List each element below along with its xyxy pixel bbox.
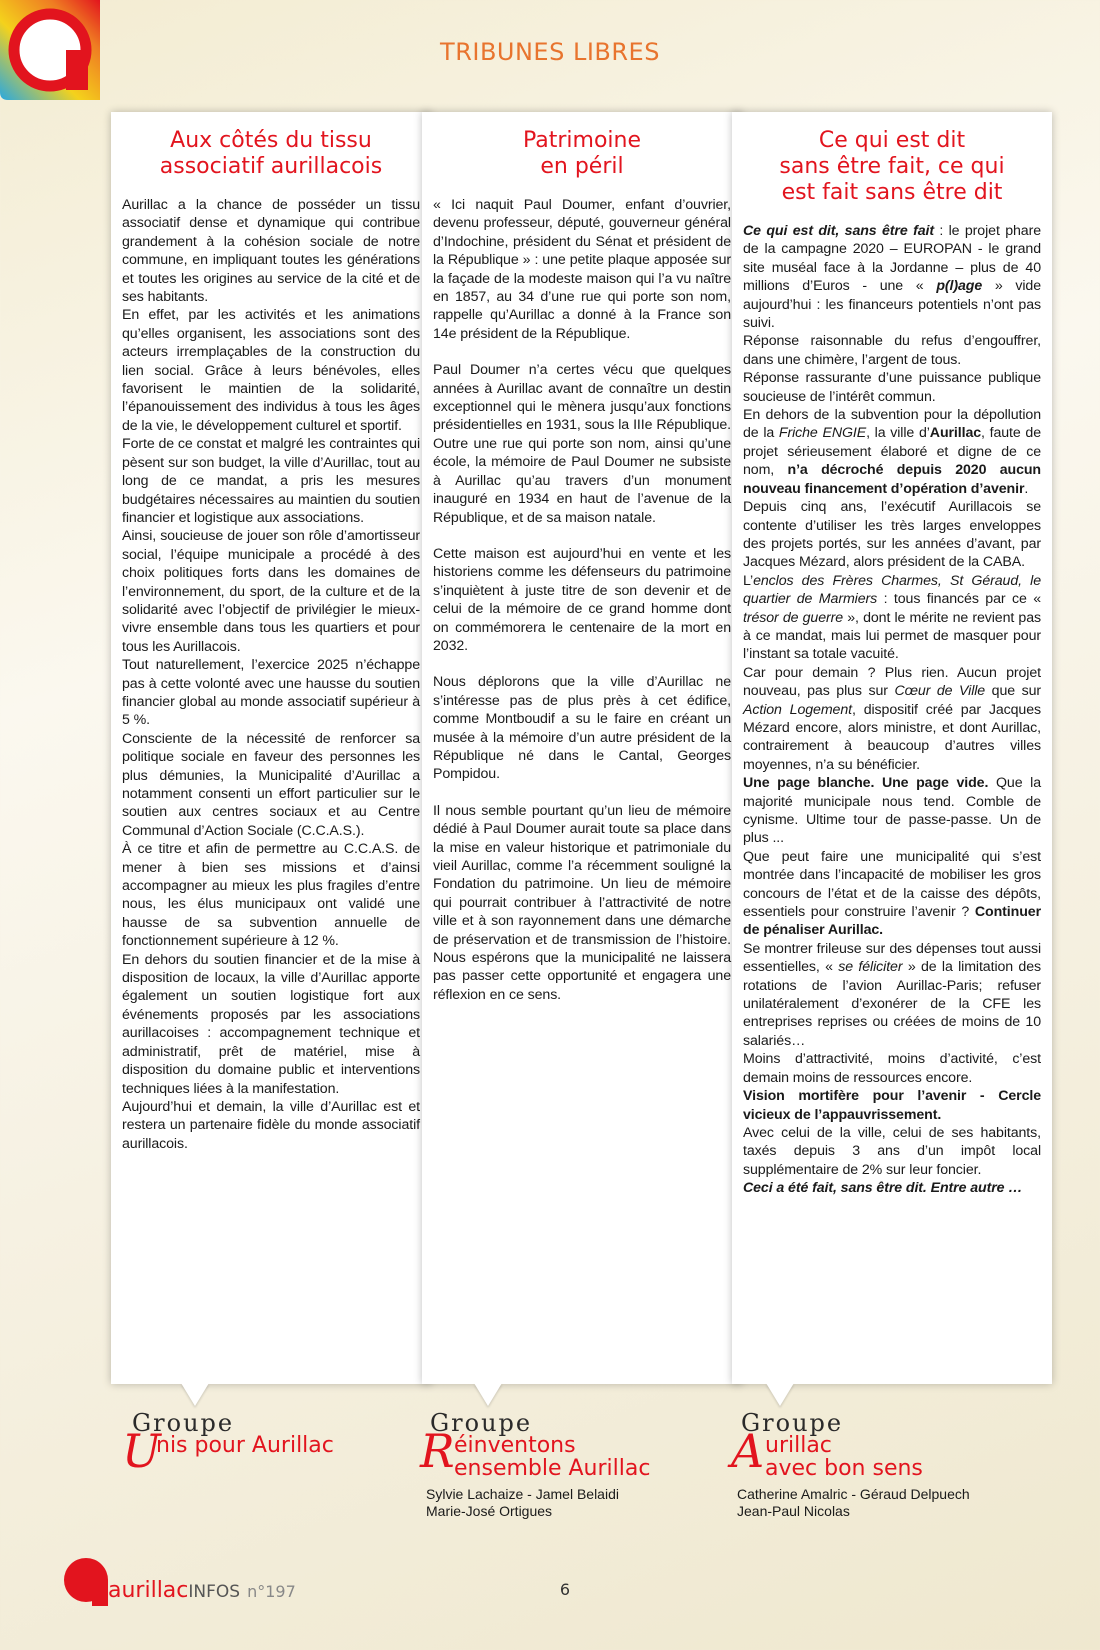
column-title: Ce qui est dit sans être fait, ce qui est fait sans être dit	[779, 128, 1005, 205]
group-name: A urillac avec bon sens	[731, 1424, 923, 1481]
paragraph: À ce titre et afin de permettre au C.C.A.S. de mener à bien ses missions et d’ainsi accompagner au mieux les plus fragiles d’entre nous, les élus municipaux ont validé une hausse de sa subvention annuelle de fonctionnement supérieure à 12 %.	[122, 841, 420, 950]
column-title: Aux côtés du tissu associatif aurillacois	[159, 128, 383, 179]
paragraph: Une page blanche. Une page vide. Que la majorité municipale nous tend. Comble de cynisme. Ultime tour de passe-passe. Un de plus ...	[743, 775, 1041, 847]
paragraph: Se montrer frileuse sur des dépenses tout aussi essentielles, « se féliciter » de la limitation des rotations de l’avion Aurillac-Paris; refuser unilatéralement d’exonérer de la CFE les entreprises reprises ou créées de moins de 10 salariés…	[743, 940, 1042, 1049]
paragraph: Consciente de la nécessité de renforcer sa politique sociale en faveur des personnes les plus démunies, la Municipalité d’Aurillac a notamment consenti un effort particulier sur le soutien aux centres sociaux et au Centre Communal d’Action Sociale (C.C.A.S.).	[122, 730, 420, 839]
page-header: TRIBUNES LIBRES	[440, 38, 660, 66]
group-name: U nis pour Aurillac	[122, 1424, 334, 1478]
group-name: R éinventons ensemble Aurillac	[420, 1424, 651, 1481]
paragraph: Forte de ce constat et malgré les contraintes qui pèsent sur son budget, la ville d’Aurillac, tout au long de ce mandat, a pris les mesures budgétaires nécessaires au maintien du soutien financier et logistique aux associations.	[122, 436, 420, 526]
paragraph: Moins d’attractivité, moins d’activité, c’est demain moins de ressources encore.	[743, 1051, 1041, 1086]
magazine-title: aurillacINFOS n°197	[108, 1578, 296, 1603]
paragraph: Cette maison est aujourd’hui en vente et les historiens comme les défenseurs du patrimoine s’inquiètent à juste titre de son devenir et de celui de la mémoire de ce grand homme dont on commémorera le centenaire de la mort en 2032.	[433, 545, 731, 654]
group-members: Catherine Amalric - Géraud Delpuech Jean-Paul Nicolas	[737, 1486, 970, 1519]
paragraph: Paul Doumer n’a certes vécu que quelques années à Aurillac avant de connaître un destin exceptionnel qui le mènera jusqu’aux fonctions présidentielles en 1931, sous la IIIe République. Outre une rue qui porte son nom, ainsi qu’une école, la mémoire de Paul Doumer ne subsiste à Aurillac qu’au travers d’un monument inauguré en 1934 en haut de l’avenue de la République, et de sa maison natale.	[433, 362, 731, 526]
group-signature-3	[731, 1409, 1037, 1520]
group-label: Groupe	[430, 1409, 533, 1437]
paragraph: Car pour demain ? Plus rien. Aucun projet nouveau, pas plus sur Cœur de Ville que sur Action Logement, dispositif créé par Jacques Mézard encore, alors ministre, et dont Aurillac, contrairement à beaucoup d’autres villes moyennes, n’a su bénéficier.	[743, 664, 1042, 773]
paragraph: En dehors du soutien financier et de la mise à disposition de locaux, la ville d’Aurillac apporte également un soutien logistique fort aux événements proposés par les associations aurillacoises : accompagnement technique et administratif, prêt de matériel, mise à disposition du domaine public et interventions techniques liées à la manifestation.	[122, 951, 420, 1097]
column-body	[433, 196, 731, 1004]
paragraph: « Ici naquit Paul Doumer, enfant d’ouvrier, devenu professeur, député, gouverneur général d’Indochine, président du Sénat et président de la République » : une petite plaque apposée sur la façade de la modeste maison qui l’a vu naître en 1857, au 34 d’une rue qui porte son nom, rappelle qu’Aurillac a donné à la France son 14e président de la République.	[433, 197, 731, 342]
paragraph: Nous déplorons que la ville d’Aurillac ne s’intéresse pas de plus près à cet édifice, comme Montboudif a su le faire en créant un musée à la mémoire d’un autre président de la République né dans le Cantal, Georges Pompidou.	[433, 674, 731, 783]
paragraph: Que peut faire une municipalité qui s’est montrée dans l’incapacité de mobiliser les gros concours de l’état et de la caisse des dépôts, essentiels pour construire l’avenir ? Continuer de pénaliser Aurillac.	[743, 848, 1041, 939]
speech-tail	[181, 1383, 209, 1406]
group-signature-1	[122, 1409, 428, 1478]
paragraph: Réponse raisonnable du refus d’engouffrer, dans une chimère, l’argent de tous.	[743, 333, 1041, 368]
speech-tail	[474, 1383, 502, 1406]
paragraph: Ceci a été fait, sans être dit. Entre autre …	[743, 1180, 1023, 1197]
tribune-column-2	[422, 112, 742, 1384]
paragraph: En effet, par les activités et les animations qu’elles organisent, les associations sont des acteurs irremplaçables de la construction du lien social. Grâce à leurs bénévoles, elles favorisent le maintien de la solidarité, l’épanouissement des individus à tous les âges de la vie, le développement culturel et sportif.	[122, 307, 420, 434]
tribune-column-3	[732, 112, 1052, 1384]
group-label: Groupe	[132, 1409, 235, 1437]
group-signature-2	[420, 1409, 726, 1520]
paragraph: Vision mortifère pour l’avenir - Cercle vicieux de l’appauvrissement.	[743, 1088, 1041, 1123]
paragraph: Avec celui de la ville, celui de ses habitants, taxés depuis 3 ans d’un impôt local supplémentaire de 2% sur leur foncier.	[743, 1124, 1041, 1178]
column-title: Patrimoine en péril	[522, 128, 642, 179]
group-members: Sylvie Lachaize - Jamel Belaidi Marie-José Ortigues	[426, 1486, 619, 1519]
paragraph: Tout naturellement, l’exercice 2025 n’échappe pas à cette volonté avec une hausse du soutien financier global au monde associatif supérieur à 5 %.	[122, 657, 420, 729]
column-body	[122, 196, 420, 1153]
page-number: 6	[559, 1580, 571, 1599]
paragraph: Aujourd’hui et demain, la ville d’Aurillac est et restera un partenaire fidèle du monde associatif aurillacois.	[122, 1098, 420, 1152]
paragraph: En dehors de la subvention pour la dépollution de la Friche ENGIE, la ville d’Aurillac, faute de projet sérieusement élaboré et digne de ce nom, n’a décroché depuis 2020 aucun nouveau financement d’opération d’avenir.	[743, 407, 1042, 497]
tribune-column-1	[111, 112, 431, 1384]
group-label: Groupe	[741, 1409, 844, 1437]
speech-tail	[766, 1383, 794, 1406]
paragraph: Aurillac a la chance de posséder un tissu associatif dense et dynamique qui contribue grandement à la cohésion sociale de notre commune, en impliquant toutes les générations et toutes les origines au service de la cité et de ses habitants.	[122, 197, 420, 306]
column-body	[743, 222, 1041, 1198]
paragraph: Réponse rassurante d’une puissance publique soucieuse de l’intérêt commun.	[743, 370, 1041, 405]
paragraph: Il nous semble pourtant qu’un lieu de mémoire dédié à Paul Doumer aurait toute sa place dans la mise en valeur historique et patrimoniale du vieil Aurillac, comme l’a récemment souligné la Fondation du patrimoine. Un lieu de mémoire qui pourrait contribuer à l’attractivité de notre ville et à son rayonnement dans une démarche de préservation et de transmission de l’histoire. Nous espérons que la municipalité ne laissera pas passer cette opportunité et engagera une réflexion en ce sens.	[433, 802, 731, 1003]
paragraph: Ce qui est dit, sans être fait : le projet phare de la campagne 2020 – EUROPAN - le grand site muséal face à la Jordanne – plus de 40 millions d’Euros - une « p(l)age » vide aujourd’hui : les financeurs potentiels n’ont pas suivi.	[743, 223, 1041, 332]
paragraph: Depuis cinq ans, l’exécutif Aurillacois se contente d’utiliser les très larges enveloppes des projets portés, sur les années d’avant, par Jacques Mézard, alors président de la CABA.	[743, 499, 1041, 571]
paragraph: Ainsi, soucieuse de jouer son rôle d’amortisseur social, l’équipe municipale a procédé à des choix politiques forts dans les domaines de l’environnement, du sport, de la culture et de la solidarité avec l’objectif de privilégier le mieux-vivre ensemble dans tous les quartiers et pour tous les Aurillacois.	[122, 528, 420, 655]
paragraph: L’enclos des Frères Charmes, St Géraud, le quartier de Marmiers : tous financés par ce « trésor de guerre », dont le mérite ne revient pas à ce mandat, mais lui permet de masquer pour l’instant sa totale vacuité.	[743, 572, 1042, 663]
